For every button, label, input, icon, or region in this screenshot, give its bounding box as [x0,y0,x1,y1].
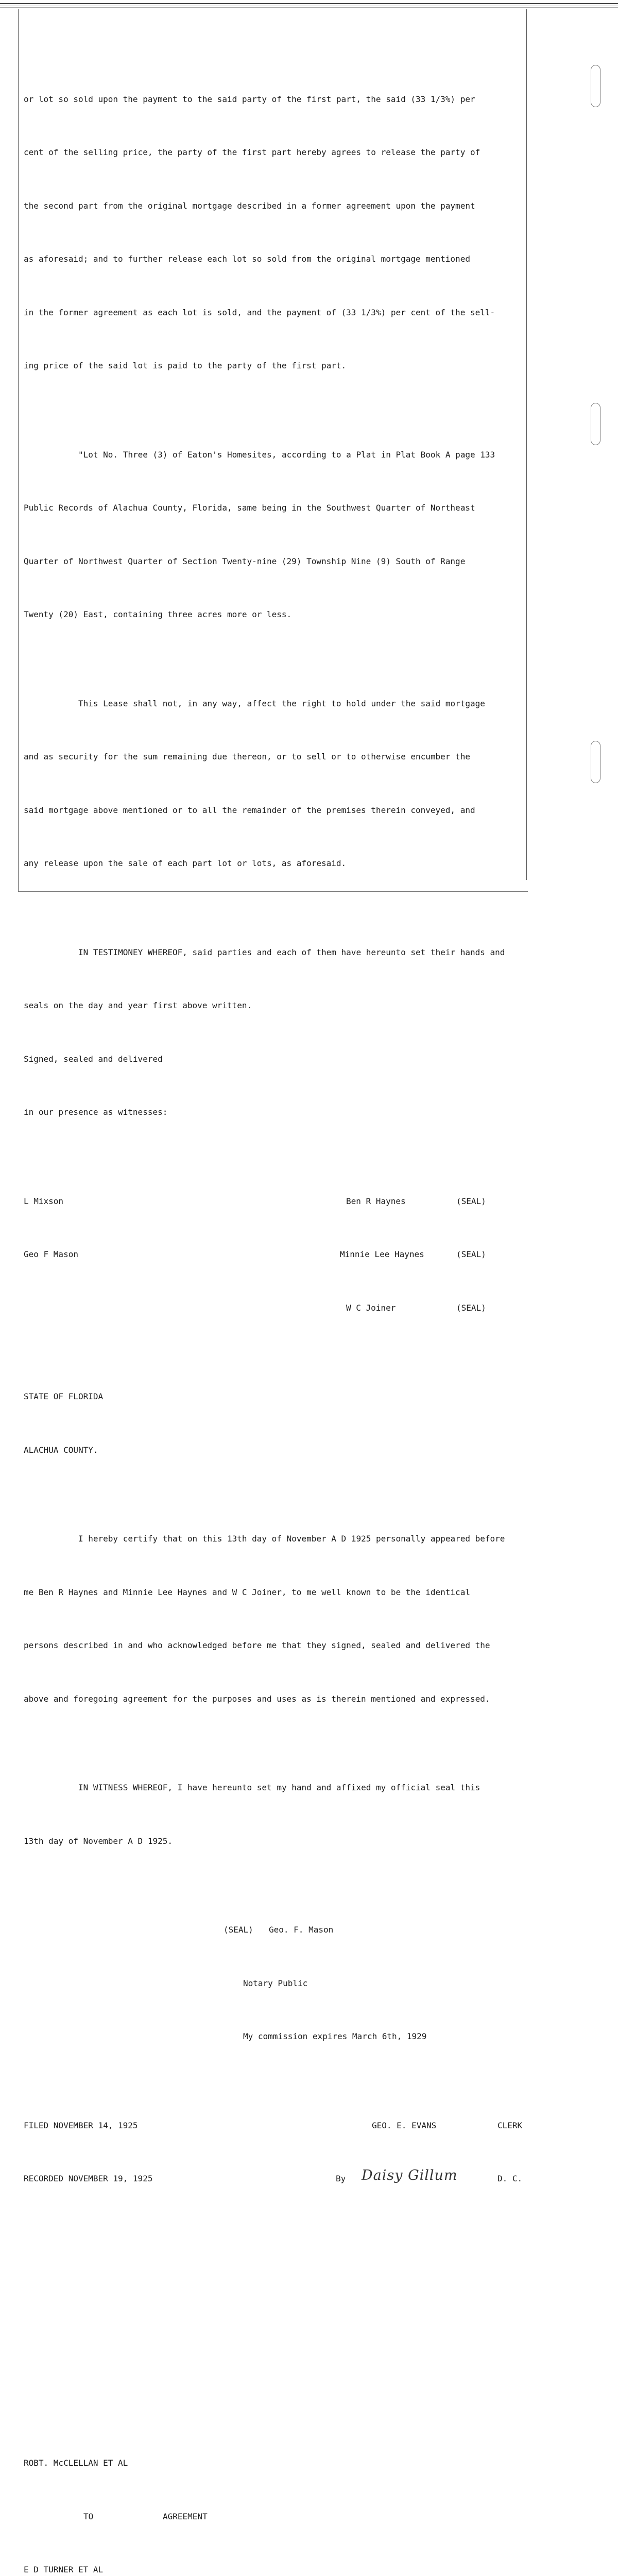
recorded-row [24,2167,539,2188]
text-line: or lot so sold upon the payment to the said party of the first part, the said (33 1/3%) per [24,94,475,104]
lot-description-line: Public Records of Alachua County, Florida, same being in the Southwest Quarter of Northeast [24,503,475,513]
recorded-date: RECORDED NOVEMBER 19, 1925 [24,2174,153,2183]
blank-line [24,2312,539,2330]
text-line: in our presence as witnesses: [24,1107,168,1117]
top-rule [0,7,618,8]
signature-row [24,1299,539,1317]
seal-mark: (SEAL) [456,1196,486,1206]
filing-row [24,2117,539,2135]
document-page [24,37,539,2576]
text-line: persons described in and who acknowledged before me that they signed, sealed and delivered the [24,1640,490,1650]
left-margin-line [18,9,19,891]
text-line: 13th day of November A D 1925. [24,1836,173,1846]
filed-date: FILED NOVEMBER 14, 1925 [24,2120,138,2130]
clerk-title: CLERK [497,2120,523,2130]
by-label: By [336,2174,346,2183]
seal-mark: (SEAL) [456,1249,486,1259]
clerk-name: GEO. E. EVANS [372,2120,437,2130]
notary-title-row [24,1975,539,1993]
blank-line [24,2366,539,2384]
text-line: said mortgage above mentioned or to all the remainder of the premises therein conveyed, and [24,805,475,815]
text-line: This Lease shall not, in any way, affect the right to hold under the said mortgage [78,698,485,708]
notary-seal: (SEAL) [224,1925,253,1935]
text-line: seals on the day and year first above written. [24,1001,252,1010]
witness-name: Geo F Mason [24,1249,78,1259]
deputy-clerk-title: D. C. [497,2174,523,2183]
binder-hole [591,65,600,107]
text-line: the second part from the original mortgage described in a former agreement upon the payment [24,200,475,211]
text-line: IN TESTIMONEY WHEREOF, said parties and each of them have hereunto set their hands and [78,947,505,957]
text-line: as aforesaid; and to further release each lot so sold from the original mortgage mentioned [24,254,470,264]
party-one: ROBT. McCLELLAN ET AL [24,2458,128,2468]
text-line: IN WITNESS WHEREOF, I have hereunto set my hand and affixed my official seal this [78,1783,480,1792]
text-line: Signed, sealed and delivered [24,1054,163,1064]
text-line: above and foregoing agreement for the purposes and uses as is therein mentioned and expressed. [24,1693,490,1704]
text-line: in the former agreement as each lot is sold, and the payment of (33 1/3%) per cent of the sell- [24,307,495,317]
top-rule [0,3,618,4]
county-heading: ALACHUA COUNTY. [24,1445,98,1455]
signer-name: Ben R Haynes [346,1196,406,1206]
signer-name: Minnie Lee Haynes [340,1249,424,1259]
text-line: ing price of the said lot is paid to the party of the first part. [24,361,347,370]
text-line: any release upon the sale of each part lot or lots, as aforesaid. [24,858,347,868]
to-label: TO [83,2511,94,2521]
text-line: and as security for the sum remaining due thereon, or to sell or to otherwise encumber the [24,752,470,761]
text-line: me Ben R Haynes and Minnie Lee Haynes and W C Joiner, to me well known to be the identical [24,1587,470,1597]
notary-title: Notary Public [243,1978,308,1988]
binder-hole [591,403,600,445]
notary-name: Geo. F. Mason [269,1925,334,1935]
blank-line [24,2259,539,2277]
notary-commission: My commission expires March 6th, 1929 [243,2031,427,2041]
signer-name: W C Joiner [346,1302,396,1313]
notary-commission-row [24,2028,539,2046]
agreement-type: AGREEMENT [163,2511,208,2521]
lot-description-line: Twenty (20) East, containing three acres more or less. [24,609,292,619]
lot-description-line: "Lot No. Three (3) of Eaton's Homesites, according to a Plat in Plat Book A page 133 [78,449,495,460]
signature-row [24,1193,539,1211]
binder-hole [591,741,600,783]
state-heading: STATE OF FLORIDA [24,1392,104,1401]
seal-mark: (SEAL) [456,1302,486,1313]
text-line: I hereby certify that on this 13th day of November A D 1925 personally appeared before [78,1534,505,1544]
signature-row [24,1246,539,1264]
clerk-signature: Daisy Gillum [362,2167,458,2183]
notary-signature-row [24,1921,539,1939]
agreement-type-row [24,2508,539,2526]
text-line: cent of the selling price, the party of the first part hereby agrees to release the party of [24,147,480,157]
witness-name: L Mixson [24,1196,64,1206]
lot-description-line: Quarter of Northwest Quarter of Section Twenty-nine (29) Township Nine (9) South of Range [24,556,466,566]
party-two: E D TURNER ET AL [24,2565,104,2574]
